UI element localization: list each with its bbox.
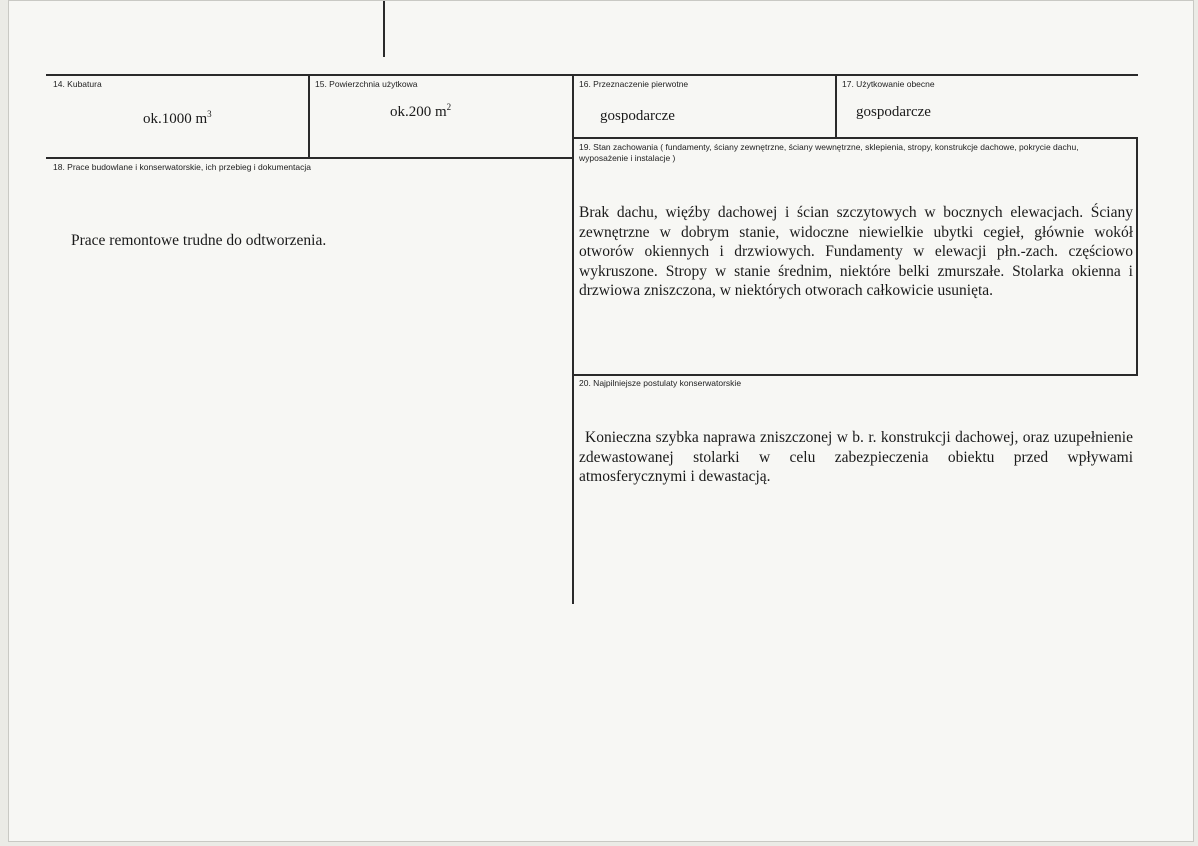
- field-19-value: Brak dachu, więźby dachowej i ścian szczytowych w bocznych elewacjach. Ściany zewnętrzne w dobrym stanie, widoczne niewielkie ubytki cegieł, głównie wokół otworów okiennych i drzwiowych. Fundamenty w elewacji płn.-zach. częściowo wykruszone. Stropy w stanie średnim, niektóre belki zmurszałe. Stolarka okienna i drzwiowa zniszczona, w niektórych otworach całkowicie usunięta.: [579, 204, 1133, 299]
- field-15-value: [390, 102, 451, 121]
- row-14-15-bottom-line: [46, 157, 573, 159]
- row-16-17-bottom-line: [572, 137, 1138, 139]
- divider-16-17: [835, 74, 837, 138]
- field-17-value: gospodarcze: [856, 104, 931, 120]
- field-14-label: 14. Kubatura: [53, 79, 102, 89]
- field-20-label: 20. Najpilniejsze postulaty konserwatorskie: [579, 378, 742, 388]
- field-18-value: Prace remontowe trudne do odtworzenia.: [71, 232, 327, 249]
- form-page: [8, 0, 1194, 842]
- field-18-label: 18. Prace budowlane i konserwatorskie, ich przebieg i dokumentacja: [53, 162, 311, 172]
- field-17-label: 17. Użytkowanie obecne: [842, 79, 935, 89]
- right-edge-19-line: [1136, 137, 1138, 376]
- divider-14-15: [308, 74, 310, 158]
- field-15-label: 15. Powierzchnia użytkowa: [315, 79, 418, 89]
- field-15-number: ok.200 m: [390, 104, 447, 120]
- field-20-value: Konieczna szybka naprawa zniszczonej w b. r. konstrukcji dachowej, oraz uzupełnienie zdewastowanej stolarki w celu zabezpieczenia obiektu przed wpływami atmosferycznymi i dewastacją.: [579, 429, 1133, 485]
- top-vertical-divider: [383, 1, 385, 57]
- field-16-label: 16. Przeznaczenie pierwotne: [579, 79, 689, 89]
- center-vertical-line: [572, 74, 574, 604]
- field-19-label: 19. Stan zachowania ( fundamenty, ściany zewnętrzne, ściany wewnętrzne, sklepienia, stropy, konstrukcje dachowe, pokrycie dachu, wyposażenie i instalacje ): [579, 142, 1079, 163]
- row-19-bottom-line: [572, 374, 1138, 376]
- field-14-number: ok.1000 m: [143, 111, 208, 127]
- field-14-exponent: 3: [207, 109, 212, 119]
- field-16-value: gospodarcze: [600, 108, 675, 124]
- field-15-exponent: 2: [446, 102, 452, 112]
- row1-top-line: [46, 74, 1138, 76]
- field-14-value: [143, 109, 212, 128]
